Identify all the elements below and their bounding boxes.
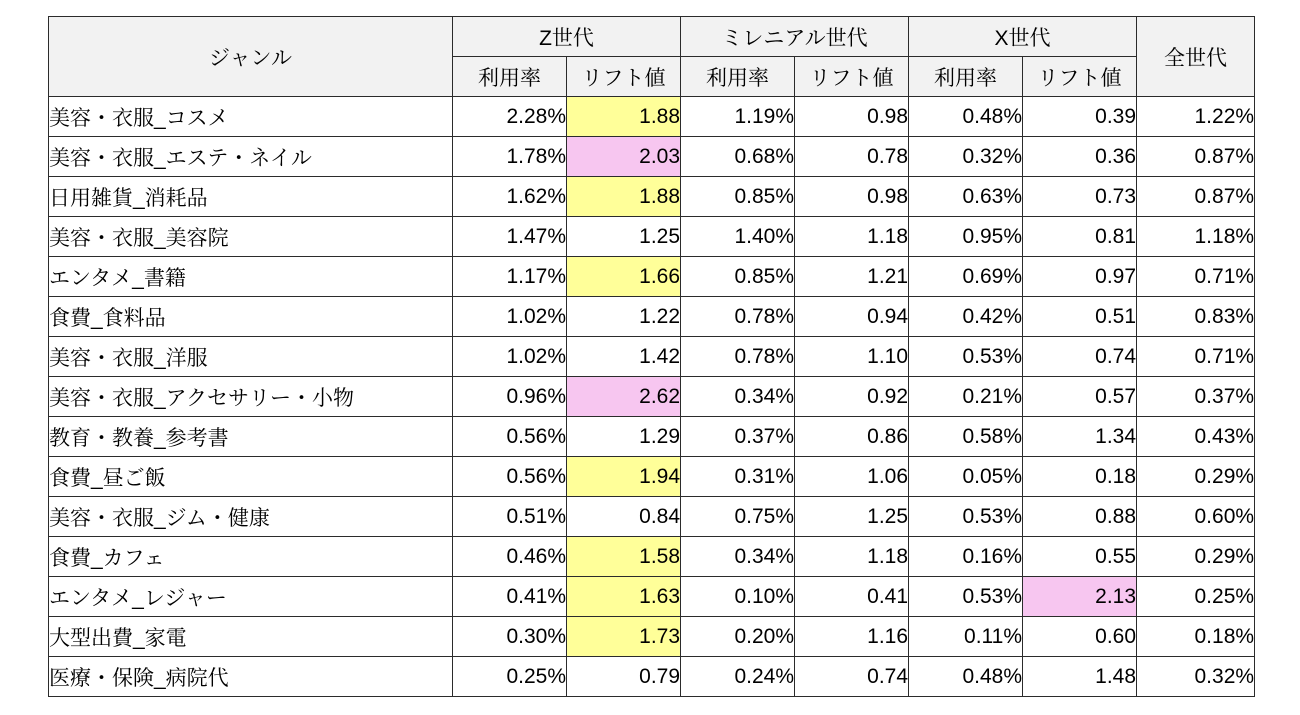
value-cell: 0.98 (795, 97, 909, 137)
value-cell: 0.78% (681, 337, 795, 377)
value-cell: 1.02% (453, 337, 567, 377)
value-cell: 0.58% (909, 417, 1023, 457)
value-cell: 0.92 (795, 377, 909, 417)
value-cell: 1.22 (567, 297, 681, 337)
value-cell: 0.96% (453, 377, 567, 417)
value-cell: 0.18% (1137, 617, 1255, 657)
value-cell: 0.60% (1137, 497, 1255, 537)
genre-cell: エンタメ_書籍 (49, 257, 453, 297)
table-row (49, 457, 1255, 497)
value-cell: 0.11% (909, 617, 1023, 657)
value-cell: 0.48% (909, 97, 1023, 137)
value-cell: 0.37% (681, 417, 795, 457)
genre-cell: 医療・保険_病院代 (49, 657, 453, 697)
value-cell: 0.74 (1023, 337, 1137, 377)
value-cell: 1.63 (567, 577, 681, 617)
value-cell: 2.03 (567, 137, 681, 177)
table-row (49, 577, 1255, 617)
spreadsheet-container (48, 16, 1255, 697)
table-row (49, 657, 1255, 697)
column-header-all-generations: 全世代 (1137, 17, 1255, 97)
value-cell: 0.95% (909, 217, 1023, 257)
value-cell: 0.16% (909, 537, 1023, 577)
value-cell: 2.28% (453, 97, 567, 137)
value-cell: 0.81 (1023, 217, 1137, 257)
genre-cell: 美容・衣服_エステ・ネイル (49, 137, 453, 177)
value-cell: 1.02% (453, 297, 567, 337)
value-cell: 1.78% (453, 137, 567, 177)
value-cell: 1.25 (795, 497, 909, 537)
value-cell: 0.48% (909, 657, 1023, 697)
value-cell: 0.42% (909, 297, 1023, 337)
value-cell: 1.62% (453, 177, 567, 217)
value-cell: 1.66 (567, 257, 681, 297)
genre-cell: エンタメ_レジャー (49, 577, 453, 617)
genre-cell: 美容・衣服_洋服 (49, 337, 453, 377)
value-cell: 1.25 (567, 217, 681, 257)
column-header-generation-z: Z世代 (453, 17, 681, 57)
value-cell: 0.73 (1023, 177, 1137, 217)
value-cell: 2.13 (1023, 577, 1137, 617)
value-cell: 0.68% (681, 137, 795, 177)
value-cell: 0.25% (1137, 577, 1255, 617)
value-cell: 1.18 (795, 217, 909, 257)
value-cell: 0.97 (1023, 257, 1137, 297)
value-cell: 1.10 (795, 337, 909, 377)
genre-cell: 美容・衣服_アクセサリー・小物 (49, 377, 453, 417)
value-cell: 0.56% (453, 417, 567, 457)
table-row (49, 217, 1255, 257)
value-cell: 0.18 (1023, 457, 1137, 497)
table-row (49, 177, 1255, 217)
table-row (49, 257, 1255, 297)
value-cell: 1.16 (795, 617, 909, 657)
column-subheader-x-usage-rate: 利用率 (909, 57, 1023, 97)
value-cell: 0.87% (1137, 177, 1255, 217)
value-cell: 1.21 (795, 257, 909, 297)
value-cell: 0.94 (795, 297, 909, 337)
value-cell: 1.40% (681, 217, 795, 257)
column-subheader-x-lift-value: リフト値 (1023, 57, 1137, 97)
table-row (49, 137, 1255, 177)
value-cell: 1.18% (1137, 217, 1255, 257)
table-row (49, 97, 1255, 137)
table-header-row-top (49, 17, 1255, 57)
table-header (49, 17, 1255, 97)
value-cell: 0.88 (1023, 497, 1137, 537)
value-cell: 0.55 (1023, 537, 1137, 577)
value-cell: 0.51 (1023, 297, 1137, 337)
value-cell: 0.31% (681, 457, 795, 497)
table-row (49, 617, 1255, 657)
value-cell: 0.39 (1023, 97, 1137, 137)
value-cell: 0.63% (909, 177, 1023, 217)
genre-cell: 美容・衣服_美容院 (49, 217, 453, 257)
value-cell: 0.29% (1137, 457, 1255, 497)
value-cell: 0.71% (1137, 337, 1255, 377)
value-cell: 1.88 (567, 177, 681, 217)
value-cell: 1.17% (453, 257, 567, 297)
genre-cell: 美容・衣服_ジム・健康 (49, 497, 453, 537)
value-cell: 0.21% (909, 377, 1023, 417)
value-cell: 0.43% (1137, 417, 1255, 457)
value-cell: 0.53% (909, 577, 1023, 617)
value-cell: 0.30% (453, 617, 567, 657)
value-cell: 0.87% (1137, 137, 1255, 177)
table-row (49, 377, 1255, 417)
value-cell: 0.84 (567, 497, 681, 537)
column-header-genre: ジャンル (49, 17, 453, 97)
genre-cell: 大型出費_家電 (49, 617, 453, 657)
column-subheader-millennial-usage-rate: 利用率 (681, 57, 795, 97)
value-cell: 1.42 (567, 337, 681, 377)
table-body (49, 97, 1255, 697)
value-cell: 0.60 (1023, 617, 1137, 657)
usage-lift-table (48, 16, 1255, 697)
value-cell: 0.46% (453, 537, 567, 577)
value-cell: 0.98 (795, 177, 909, 217)
column-header-generation-x: X世代 (909, 17, 1137, 57)
value-cell: 1.18 (795, 537, 909, 577)
value-cell: 1.29 (567, 417, 681, 457)
value-cell: 1.19% (681, 97, 795, 137)
column-header-generation-millennial: ミレニアル世代 (681, 17, 909, 57)
value-cell: 0.85% (681, 257, 795, 297)
value-cell: 0.57 (1023, 377, 1137, 417)
value-cell: 0.69% (909, 257, 1023, 297)
value-cell: 0.20% (681, 617, 795, 657)
value-cell: 0.83% (1137, 297, 1255, 337)
value-cell: 0.41% (453, 577, 567, 617)
genre-cell: 食費_昼ご飯 (49, 457, 453, 497)
value-cell: 0.51% (453, 497, 567, 537)
value-cell: 0.05% (909, 457, 1023, 497)
genre-cell: 食費_カフェ (49, 537, 453, 577)
value-cell: 0.56% (453, 457, 567, 497)
value-cell: 1.47% (453, 217, 567, 257)
value-cell: 1.48 (1023, 657, 1137, 697)
value-cell: 0.78% (681, 297, 795, 337)
genre-cell: 日用雑貨_消耗品 (49, 177, 453, 217)
value-cell: 1.58 (567, 537, 681, 577)
value-cell: 0.71% (1137, 257, 1255, 297)
table-row (49, 337, 1255, 377)
value-cell: 1.34 (1023, 417, 1137, 457)
value-cell: 0.36 (1023, 137, 1137, 177)
value-cell: 0.24% (681, 657, 795, 697)
value-cell: 0.78 (795, 137, 909, 177)
value-cell: 0.29% (1137, 537, 1255, 577)
value-cell: 1.73 (567, 617, 681, 657)
value-cell: 0.53% (909, 497, 1023, 537)
value-cell: 0.25% (453, 657, 567, 697)
genre-cell: 美容・衣服_コスメ (49, 97, 453, 137)
value-cell: 1.22% (1137, 97, 1255, 137)
value-cell: 0.53% (909, 337, 1023, 377)
table-row (49, 497, 1255, 537)
genre-cell: 食費_食料品 (49, 297, 453, 337)
genre-cell: 教育・教養_参考書 (49, 417, 453, 457)
value-cell: 0.32% (1137, 657, 1255, 697)
column-subheader-z-usage-rate: 利用率 (453, 57, 567, 97)
value-cell: 1.88 (567, 97, 681, 137)
value-cell: 1.94 (567, 457, 681, 497)
value-cell: 0.37% (1137, 377, 1255, 417)
value-cell: 0.34% (681, 377, 795, 417)
table-row (49, 417, 1255, 457)
value-cell: 0.41 (795, 577, 909, 617)
value-cell: 1.06 (795, 457, 909, 497)
value-cell: 0.86 (795, 417, 909, 457)
value-cell: 0.79 (567, 657, 681, 697)
value-cell: 0.74 (795, 657, 909, 697)
value-cell: 0.34% (681, 537, 795, 577)
value-cell: 0.10% (681, 577, 795, 617)
table-row (49, 537, 1255, 577)
value-cell: 0.75% (681, 497, 795, 537)
value-cell: 2.62 (567, 377, 681, 417)
value-cell: 0.32% (909, 137, 1023, 177)
column-subheader-z-lift-value: リフト値 (567, 57, 681, 97)
column-subheader-millennial-lift-value: リフト値 (795, 57, 909, 97)
table-row (49, 297, 1255, 337)
value-cell: 0.85% (681, 177, 795, 217)
